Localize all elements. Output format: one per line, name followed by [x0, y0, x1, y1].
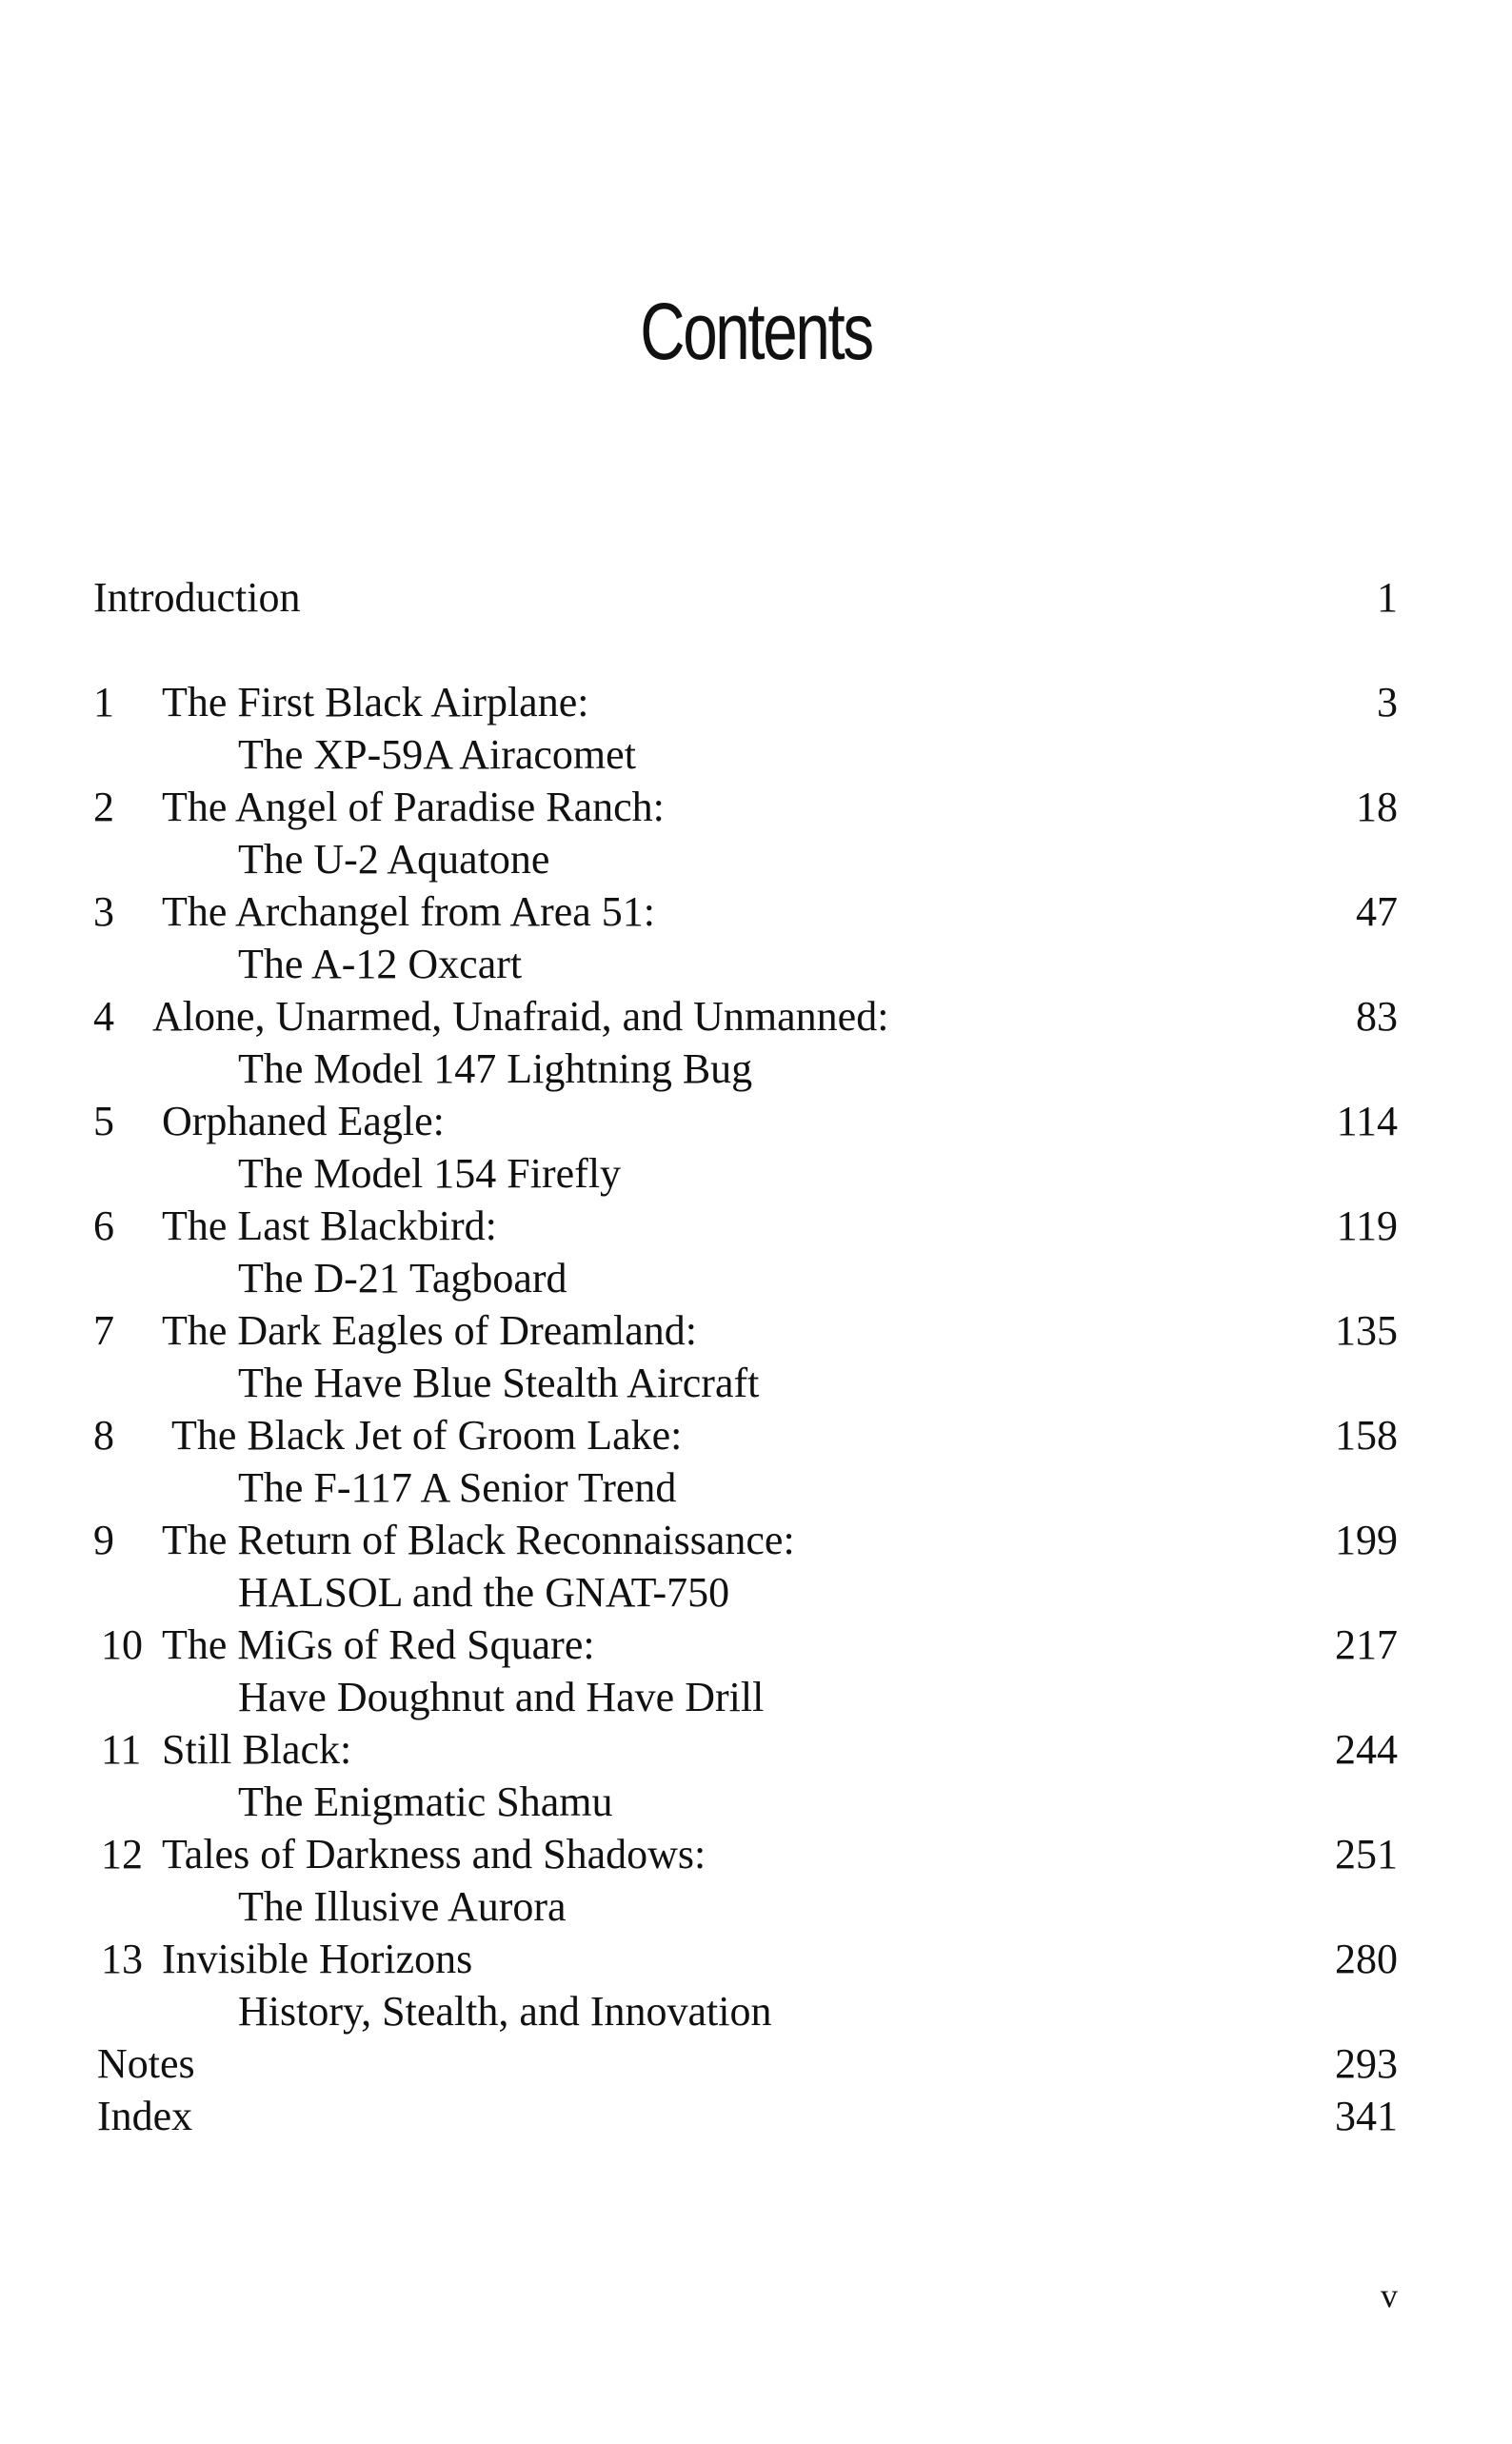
page-number: v	[1381, 2276, 1398, 2315]
chapter-subtitle: The F-117 A Senior Trend	[238, 1464, 677, 1511]
chapter-entry[interactable]	[93, 1723, 1398, 1828]
chapter-page: 217	[1335, 1621, 1398, 1668]
chapter-entry[interactable]	[93, 990, 1398, 1095]
chapter-title: Still Black:	[162, 1726, 352, 1773]
chapter-number: 10	[101, 1621, 143, 1668]
chapter-number: 4	[93, 993, 114, 1040]
chapter-number: 5	[93, 1098, 114, 1144]
chapter-subtitle: The Have Blue Stealth Aircraft	[238, 1360, 760, 1406]
chapter-page: 251	[1335, 1831, 1398, 1878]
chapter-page: 83	[1356, 993, 1398, 1040]
chapter-entry[interactable]	[93, 1514, 1398, 1619]
chapter-title: Orphaned Eagle:	[162, 1098, 445, 1144]
chapter-entry[interactable]	[93, 1409, 1398, 1514]
chapter-number: 11	[101, 1726, 142, 1773]
chapter-title: The MiGs of Red Square:	[162, 1621, 595, 1668]
chapter-page: 199	[1335, 1517, 1398, 1563]
entry-page: 1	[1377, 574, 1398, 621]
chapter-number: 6	[93, 1202, 114, 1249]
chapter-number: 13	[101, 1936, 143, 1982]
chapter-subtitle: The Enigmatic Shamu	[238, 1778, 613, 1825]
entry-page: 341	[1335, 2093, 1398, 2139]
chapter-entry[interactable]	[93, 781, 1398, 885]
chapter-subtitle: The Model 147 Lightning Bug	[238, 1045, 753, 1092]
chapter-subtitle: The Model 154 Firefly	[238, 1150, 622, 1197]
chapter-number: 9	[93, 1517, 114, 1563]
chapter-entry[interactable]	[93, 676, 1398, 781]
chapter-subtitle: The Illusive Aurora	[238, 1883, 567, 1930]
chapter-number: 1	[93, 679, 114, 725]
chapter-subtitle: The D-21 Tagboard	[238, 1255, 567, 1301]
chapter-number: 7	[93, 1307, 114, 1354]
chapter-subtitle: The XP-59A Airacomet	[238, 731, 636, 778]
chapter-page: 244	[1335, 1726, 1398, 1773]
toc-entry-notes[interactable]	[93, 2037, 1398, 2090]
chapter-page: 119	[1336, 1202, 1398, 1249]
entry-title: Index	[97, 2093, 193, 2139]
chapter-title: Tales of Darkness and Shadows:	[162, 1831, 706, 1878]
entry-title: Introduction	[93, 574, 301, 621]
chapter-entry[interactable]	[93, 1200, 1398, 1304]
chapter-subtitle: Have Doughnut and Have Drill	[238, 1674, 765, 1720]
chapter-entry[interactable]	[93, 885, 1398, 990]
page-title: Contents	[640, 287, 872, 376]
chapter-page: 158	[1335, 1412, 1398, 1459]
chapter-number: 3	[93, 888, 114, 935]
entry-title: Notes	[97, 2040, 195, 2087]
chapter-page: 18	[1356, 784, 1398, 830]
chapter-list	[93, 676, 1398, 2037]
chapter-subtitle: History, Stealth, and Innovation	[238, 1988, 772, 2035]
spacer	[93, 624, 1398, 676]
chapter-title: The Angel of Paradise Ranch:	[162, 784, 665, 830]
chapter-page: 3	[1377, 679, 1398, 725]
chapter-title: The Archangel from Area 51:	[162, 888, 656, 935]
chapter-title: Invisible Horizons	[162, 1936, 473, 1982]
chapter-number: 8	[93, 1412, 114, 1459]
toc-entry-introduction[interactable]	[93, 571, 1398, 624]
chapter-page: 114	[1336, 1098, 1398, 1144]
chapter-number: 2	[93, 784, 114, 830]
chapter-title: The Return of Black Reconnaissance:	[162, 1517, 795, 1563]
chapter-title: The Last Blackbird:	[162, 1202, 497, 1249]
chapter-entry[interactable]	[93, 1304, 1398, 1409]
chapter-page: 135	[1335, 1307, 1398, 1354]
chapter-entry[interactable]	[93, 1095, 1398, 1200]
chapter-title: The Dark Eagles of Dreamland:	[162, 1307, 697, 1354]
chapter-entry[interactable]	[93, 1619, 1398, 1723]
chapter-title: The Black Jet of Groom Lake:	[171, 1412, 683, 1459]
chapter-entry[interactable]	[93, 1828, 1398, 1933]
chapter-title: Alone, Unarmed, Unafraid, and Unmanned:	[152, 993, 889, 1040]
chapter-page: 47	[1356, 888, 1398, 935]
chapter-subtitle: The U-2 Aquatone	[238, 836, 550, 883]
chapter-subtitle: HALSOL and the GNAT-750	[238, 1569, 730, 1616]
chapter-title: The First Black Airplane:	[162, 679, 589, 725]
chapter-entry[interactable]	[93, 1933, 1398, 2037]
toc-entry-index[interactable]	[93, 2090, 1398, 2142]
chapter-subtitle: The A-12 Oxcart	[238, 941, 523, 987]
chapter-number: 12	[101, 1831, 143, 1878]
chapter-page: 280	[1335, 1936, 1398, 1982]
table-of-contents	[93, 571, 1398, 2142]
entry-page: 293	[1335, 2040, 1398, 2087]
